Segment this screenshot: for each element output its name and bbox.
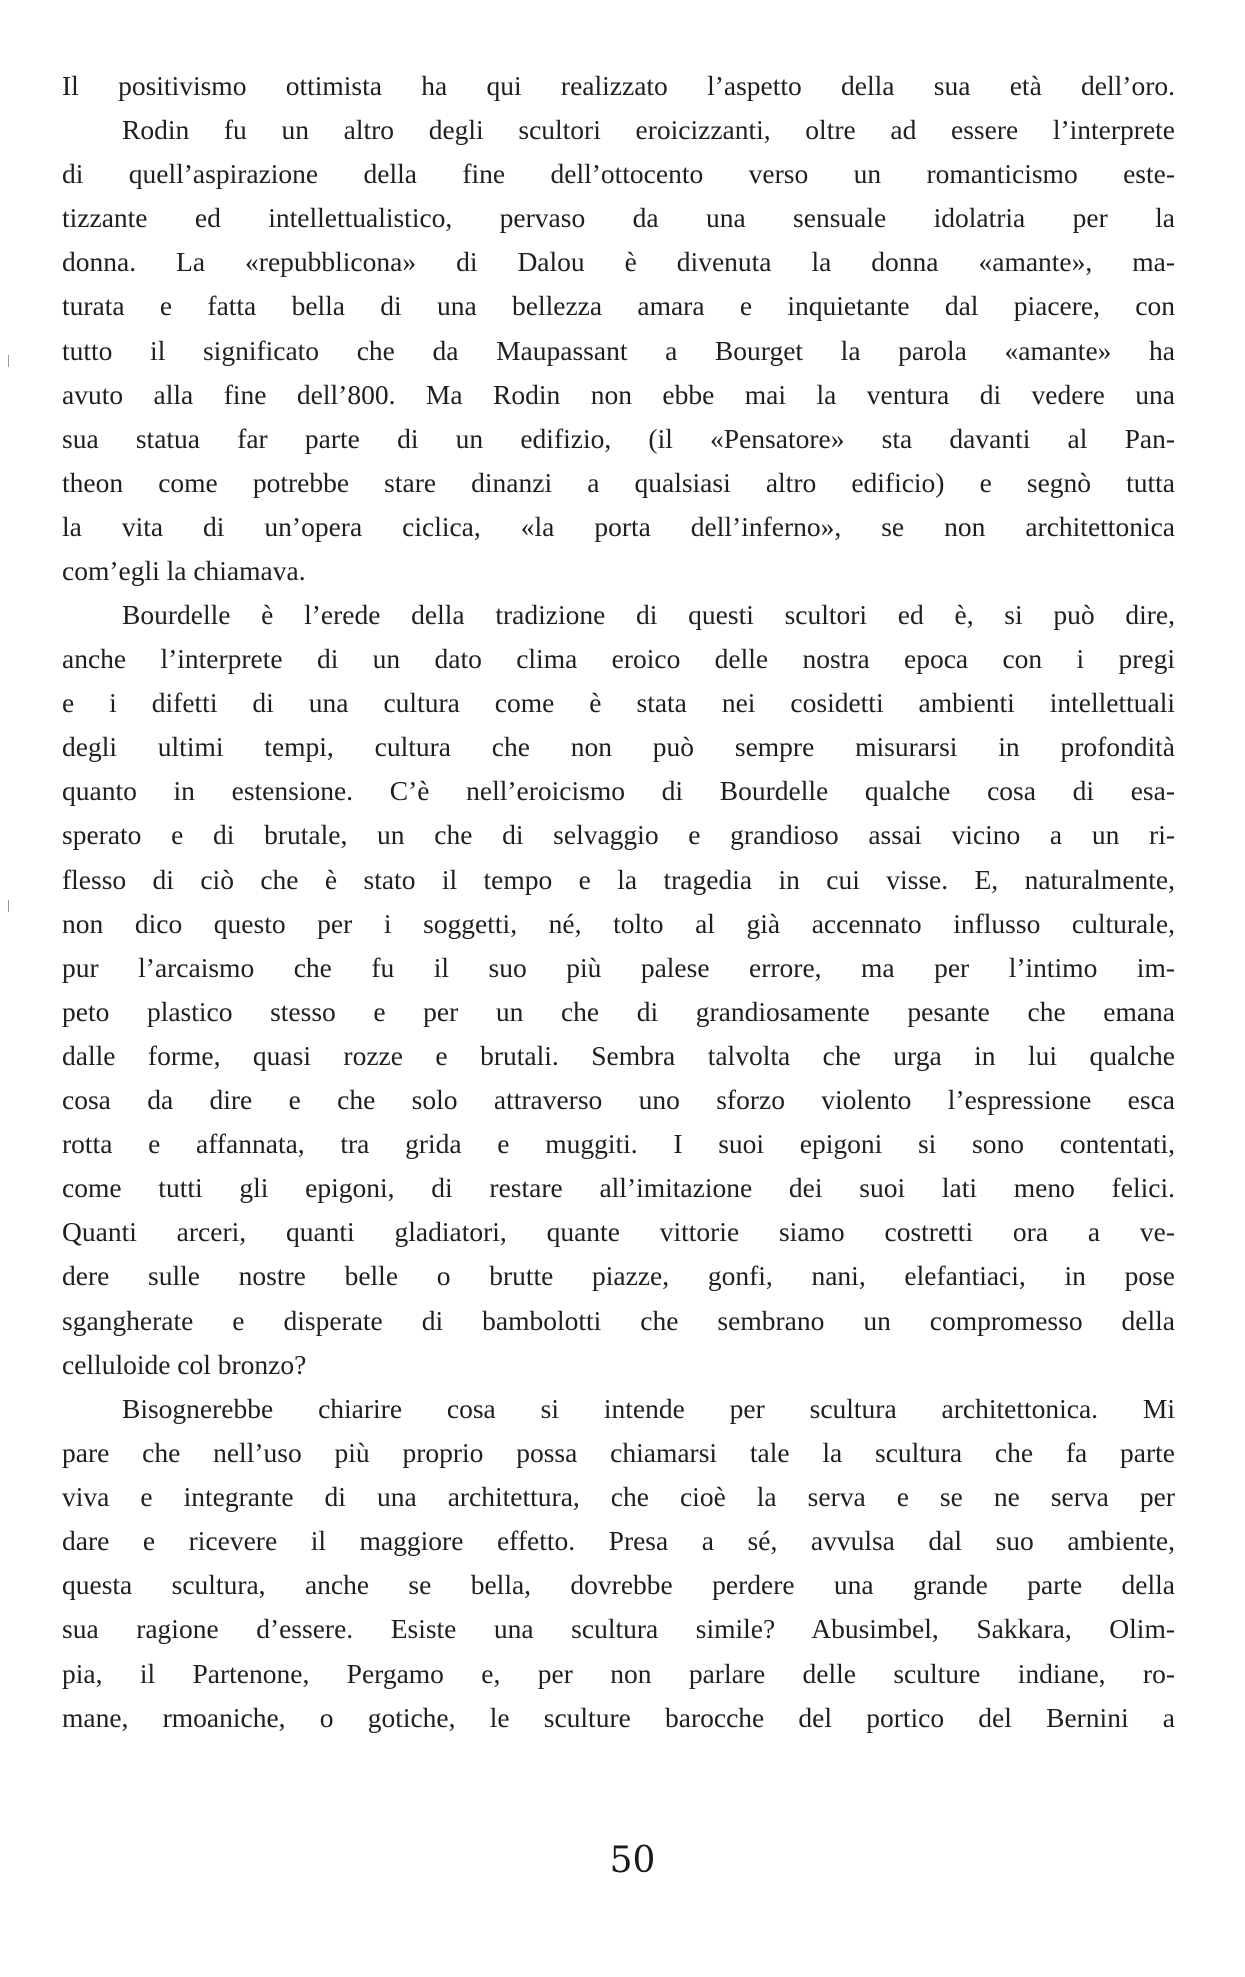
text-line: non dico questo per i soggetti, né, tolto al già accennato influsso culturale, [62,907,1175,939]
text-line: rotta e affannata, tra grida e muggiti. I suoi epigoni si sono contentati, [62,1128,1175,1160]
text-line: flesso di ciò che è stato il tempo e la tragedia in cui visse. E, naturalmente, [62,863,1175,895]
text-line: quanto in estensione. C’è nell’eroicismo di Bourdelle qualche cosa di esa- [62,775,1175,807]
text-line: cosa da dire e che solo attraverso uno sforzo violento l’espressione esca [62,1084,1175,1116]
text-line: com’egli la chiamava. [62,555,306,587]
text-line: sua statua far parte di un edifizio, (il «Pensatore» sta davanti al Pan- [62,422,1175,454]
text-line: pia, il Partenone, Pergamo e, per non parlare delle sculture indiane, ro- [62,1657,1175,1689]
text-line: theon come potrebbe stare dinanzi a qualsiasi altro edificio) e segnò tutta [62,466,1175,498]
edge-mark [8,900,9,912]
text-line: tizzante ed intellettualistico, pervaso da una sensuale idolatria per la [62,202,1175,234]
paragraph-1 [62,64,1175,593]
paragraph-2 [62,593,1175,1387]
text-line: donna. La «repubblicona» di Dalou è divenuta la donna «amante», ma- [62,246,1175,278]
edge-mark [8,355,9,367]
text-line: Il positivismo ottimista ha qui realizzato l’aspetto della sua età dell’oro. [62,70,1175,101]
text-line: celluloide col bronzo? [62,1348,307,1380]
text-line: mane, rmoaniche, o gotiche, le sculture barocche del portico del Bernini a [62,1701,1175,1733]
text-line: come tutti gli epigoni, di restare all’imitazione dei suoi lati meno felici. [62,1172,1175,1204]
text-line: dare e ricevere il maggiore effetto. Presa a sé, avvulsa dal suo ambiente, [62,1525,1175,1557]
text-line: sperato e di brutale, un che di selvaggio e grandioso assai vicino a un ri- [62,819,1175,851]
text-line: Quanti arceri, quanti gladiatori, quante vittorie siamo costretti ora a ve- [62,1216,1175,1248]
paragraph-3 [62,1387,1175,1740]
text-line: avuto alla fine dell’800. Ma Rodin non ebbe mai la ventura di vedere una [62,378,1175,410]
text-line: pare che nell’uso più proprio possa chiamarsi tale la scultura che fa parte [62,1437,1175,1469]
text-line: di quell’aspirazione della fine dell’ottocento verso un romanticismo este- [62,158,1175,190]
text-line: Rodin fu un altro degli scultori eroicizzanti, oltre ad essere l’interprete [122,114,1175,146]
text-line: dalle forme, quasi rozze e brutali. Sembra talvolta che urga in lui qualche [62,1039,1175,1071]
text-line: viva e integrante di una architettura, che cioè la serva e se ne serva per [62,1481,1175,1513]
text-line: Bourdelle è l’erede della tradizione di questi scultori ed è, si può dire, [122,599,1175,630]
text-line: e i difetti di una cultura come è stata nei cosidetti ambienti intellettuali [62,687,1175,719]
text-line: anche l’interprete di un dato clima eroico delle nostra epoca con i pregi [62,643,1175,675]
text-line: turata e fatta bella di una bellezza amara e inquietante dal piacere, con [62,290,1175,322]
text-line: dere sulle nostre belle o brutte piazze, gonfi, nani, elefantiaci, in pose [62,1260,1175,1292]
text-line: sgangherate e disperate di bambolotti che sembrano un compromesso della [62,1304,1175,1336]
text-line: pur l’arcaismo che fu il suo più palese errore, ma per l’intimo im- [62,951,1175,983]
page-number: 50 [609,1840,656,1881]
text-line: peto plastico stesso e per un che di grandiosamente pesante che emana [62,995,1175,1027]
text-line: tutto il significato che da Maupassant a Bourget la parola «amante» ha [62,334,1175,366]
text-line: degli ultimi tempi, cultura che non può sempre misurarsi in profondità [62,731,1175,763]
text-line: questa scultura, anche se bella, dovrebbe perdere una grande parte della [62,1569,1175,1601]
text-line: la vita di un’opera ciclica, «la porta dell’inferno», se non architettonica [62,510,1175,542]
text-line: sua ragione d’essere. Esiste una scultura simile? Abusimbel, Sakkara, Olim- [62,1613,1175,1645]
text-line: Bisognerebbe chiarire cosa si intende per scultura architettonica. Mi [122,1393,1175,1424]
